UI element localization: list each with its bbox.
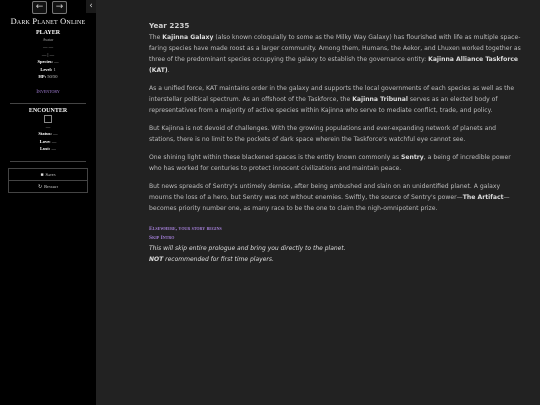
species-value: —	[54, 59, 59, 64]
player-avatar: Avatar	[42, 37, 54, 42]
saves-icon: ■	[40, 172, 44, 178]
status-value: —	[53, 131, 58, 136]
paragraph-1: The Kajinna Galaxy (also known coloquially to some as the Milky Way Galaxy) has flourished with life as multiple space-faring species have made roost as a larger community. Among them, Humans, the Aekor, and Lhuxen worked together as three of the predominant species occupying the galaxy to establish the governance entity: Kajinna Alliance Taskforce (KAT).	[149, 34, 521, 74]
skip-intro-link[interactable]: Skip Intro	[149, 235, 175, 241]
sidebar	[0, 0, 97, 405]
saves-button[interactable]	[8, 168, 88, 181]
collapse-sidebar-button[interactable]: ‹	[86, 0, 96, 13]
lust-label: Lust:	[40, 146, 51, 151]
skip-warning-strong: NOT	[149, 256, 164, 263]
hp-value: 50/50	[47, 74, 58, 79]
skip-warning	[149, 254, 521, 265]
love-label: Love:	[39, 138, 51, 144]
encounter-lust	[0, 145, 96, 153]
paragraph-4: One shining light within these blackened spaces is the entity known commonly as Sentry, a being of incredible power who has worked for centuries to protect innocent civilizations and maintain peace.	[149, 154, 511, 172]
sidebar-divider	[10, 103, 86, 104]
choice-links	[149, 225, 521, 243]
paragraph-2: As a unified force, KAT maintains order in the galaxy and supports the local governments of each species as well as the interstellar political spectrum. As an offshoot of the Taskforce, the Kajinna Tribunal serves as an elected body of representatives from a majority of active species within Kajinna who serve to mediate conflict, trade, and policy.	[149, 85, 515, 114]
story-title: Dark Planet Online	[10, 17, 86, 26]
kat-term: Kajinna Alliance Taskforce (KAT)	[149, 56, 519, 74]
artifact-term: The Artifact	[462, 194, 504, 201]
encounter-image	[44, 115, 52, 123]
level-value: 1	[53, 66, 56, 72]
love-value: —	[51, 138, 57, 144]
player-name: — —	[42, 44, 54, 49]
saves-label: Saves	[45, 171, 56, 177]
encounter-love	[0, 138, 96, 146]
history-nav	[0, 0, 96, 14]
forward-arrow-icon[interactable]: →	[52, 1, 67, 14]
tribunal-term: Kajinna Tribunal	[352, 96, 408, 103]
lust-value: —	[51, 146, 56, 151]
elsewhere-link[interactable]: Elsewhere, your story begins	[149, 226, 222, 232]
passage-year: Year 2235	[149, 21, 190, 30]
player-species	[0, 58, 96, 66]
paragraph-5: But news spreads of Sentry's untimely demise, after being ambushed and slain on an unidentified planet. A galaxy mourns the loss of a hero, but Sentry was not without enemies. Swiftly, the source of Sentry's power—The Artifact—becomes priority number one, as many race to be the one to claim the nigh-omnipotent prize.	[149, 183, 510, 212]
restart-label: Restart	[44, 183, 59, 189]
player-subline: — | —	[41, 51, 55, 57]
kajinna-galaxy-term: Kajinna Galaxy	[162, 34, 214, 41]
restart-icon: ↻	[37, 184, 43, 190]
paragraph-3: But Kajinna is not devoid of challenges. With the growing populations and ever-expanding network of planets and stations, there is no limit to the pockets of dark space wherein the Taskforce's watchful eye cannot see.	[149, 125, 497, 143]
encounter-heading: ENCOUNTER	[28, 107, 68, 114]
skip-warning-rest: recommended for first time players.	[163, 256, 274, 263]
species-label: Species:	[37, 59, 53, 64]
player-heading: PLAYER	[35, 30, 61, 36]
passage	[149, 20, 521, 265]
inventory-link[interactable]: Inventory	[36, 88, 60, 95]
hp-label: HP:	[38, 74, 47, 79]
player-level	[0, 66, 96, 74]
sentry-term: Sentry	[401, 154, 424, 161]
player-hp	[0, 73, 96, 81]
encounter-name: —	[45, 123, 51, 129]
back-arrow-icon[interactable]: ←	[32, 1, 47, 14]
sidebar-divider-2	[10, 161, 86, 162]
skip-note: This will skip entire prologue and bring you directly to the planet.	[149, 245, 346, 252]
level-label: Level:	[40, 66, 53, 72]
status-label: Status:	[38, 131, 52, 136]
encounter-status	[0, 130, 96, 138]
restart-button[interactable]	[8, 181, 88, 193]
